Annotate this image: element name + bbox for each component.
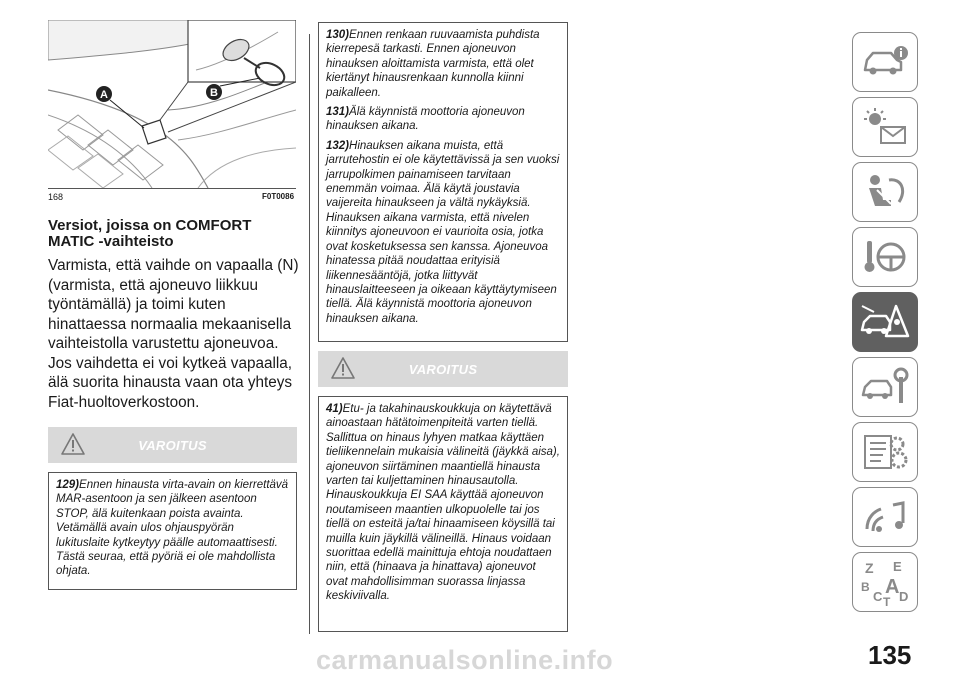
bumper-illustration	[48, 20, 296, 188]
body-text	[48, 256, 303, 412]
warning-item-number: 129)	[56, 479, 80, 491]
index-letter: B	[861, 580, 870, 594]
warning-lights-icon	[861, 107, 909, 147]
warning-item	[56, 478, 289, 579]
warning-item-text: Etu- ja takahinauskoukkuja on käytettävä ainoastaan hätätoimenpiteitä varten tiellä. Sallittua on hinaus lyhyen matkaa käyttäen tieliikennelain mukaisia välineitä (jäykkä aisa), ajoneuvon siirtäminen maantiellä hinausta varten tai kuljettaminen hinausautolla. Hinauskoukkuja EI SAA käyttää ajoneuvon noutamiseen maantien ulkopuolelle tai jos tiellä on esteitä ja/tai hinaamiseen köysillä tai muilla kuin jäykillä välineillä. Hinaus voidaan suorittaa edellä mainittuja ehtoja noudattaen niin, että (hinaava ja hinattava) ajoneuvot ovat mahdollisimman suorassa linjassa keskiviivalla.	[326, 403, 560, 603]
multimedia-icon	[861, 497, 909, 537]
label-b: B	[210, 87, 218, 99]
warning-title-right: VAROITUS	[408, 361, 478, 377]
warning-header-right	[318, 351, 568, 387]
index-letter: T	[883, 595, 891, 607]
warning-item-number: 131)	[326, 106, 350, 119]
warning-item-number: 132)	[326, 139, 350, 152]
warning-item-number: 130)	[326, 29, 350, 41]
warning-box-left	[48, 472, 297, 590]
tab-warning-lights[interactable]	[852, 97, 918, 157]
tab-index[interactable]	[852, 552, 918, 612]
index-letter: Z	[865, 560, 874, 576]
watermark: carmanualsonline.info	[316, 645, 614, 675]
warning-triangle-icon	[60, 432, 86, 456]
index-letter: E	[893, 559, 902, 574]
tab-seat-airbag[interactable]	[852, 162, 918, 222]
index-icon	[857, 557, 913, 607]
warning-item-text: Ennen hinausta virta-avain on kierrettävä MAR-asentoon ja sen jälkeen asentoon STOP, älä kuitenkaan poista avainta. Vetämällä avain ulos ohjauspyörän lukituslaite kytkeytyy päälle automaattisesti. Tästä seuraa, että pyöriä ei ole mahdollista ohjata.	[56, 479, 289, 578]
label-a: A	[100, 89, 108, 101]
section-title: Versiot, joissa on COMFORT MATIC -vaihteisto	[48, 217, 252, 250]
technical-data-icon	[861, 432, 909, 472]
index-letter: A	[885, 576, 900, 598]
figure-number: 168	[48, 192, 64, 202]
tab-starting-driving[interactable]	[852, 227, 918, 287]
tab-emergency[interactable]	[852, 292, 918, 352]
car-breakdown-icon	[860, 302, 910, 342]
warning-item-text: Älä käynnistä moottoria ajoneuvon hinauksen aikana.	[326, 106, 525, 133]
steering-wheel-key-icon	[861, 237, 909, 277]
body-paragraph: Varmista, että vaihde on vapaalla (N) (varmista, että ajoneuvo liikkuu työntämällä) ja toimi kuten hinattaessa normaalia mekaanisella vaihteistolla varustettu ajoneuvoa.	[48, 257, 299, 352]
index-letter: D	[899, 589, 909, 604]
towing-hook-figure	[48, 20, 296, 189]
car-maintenance-icon	[861, 367, 909, 407]
warning-box-top-right	[318, 22, 568, 342]
index-letter: C	[873, 589, 883, 604]
page-number: 135	[868, 640, 912, 670]
seat-airbag-icon	[861, 172, 909, 212]
warning-item-text: Ennen renkaan ruuvaamista puhdista kierrepesä tarkasti. Ennen ajoneuvon hinauksen aloittamista varmista, että olet kiertänyt hinausrenkaan kunnolla kiinni paikalleen.	[326, 29, 540, 99]
tab-car-info[interactable]	[852, 32, 918, 92]
warning-item	[326, 139, 560, 326]
tab-maintenance[interactable]	[852, 357, 918, 417]
warning-item	[326, 105, 560, 134]
figure-code: F0T0086	[262, 192, 295, 201]
car-info-icon	[861, 44, 909, 80]
tab-technical-data[interactable]	[852, 422, 918, 482]
body-paragraph: Jos vaihdetta ei voi kytkeä vapaalla, älä suorita hinausta vaan ota yhteys Fiat-huoltoverkostoon.	[48, 354, 293, 411]
warning-item-text: Hinauksen aikana muista, että jarrutehostin ei ole käytettävissä ja sen vuoksi jarrupolkimen painamiseen tarvitaan enemmän voimaa. Älä käytä joustavia vaijereita hinaukseen ja vältä nykäyksiä. Hinauksen aikana varmista, että nivelen kiinnitys ajoneuvoon ei vaurioita osia, jotka ovat kosketuksessa sen kanssa. Ajoneuvoa hinatessa pitää noudattaa erityisiä liikennesääntöjä, jotka liittyvät hinauslaitteeseen ja oikeaan käyttäytymiseen tiellä. Älä käynnistä moottoria ajoneuvon hinauksen aikana.	[326, 139, 560, 325]
warning-triangle-icon	[330, 356, 356, 380]
warning-box-right	[318, 396, 568, 632]
warning-item-number: 41)	[326, 403, 343, 415]
warning-item	[326, 402, 560, 604]
column-divider	[309, 34, 310, 634]
warning-item	[326, 28, 560, 100]
chapter-tabs	[852, 32, 918, 617]
warning-header-left	[48, 427, 297, 463]
warning-title-left: VAROITUS	[138, 437, 207, 453]
tab-multimedia[interactable]	[852, 487, 918, 547]
